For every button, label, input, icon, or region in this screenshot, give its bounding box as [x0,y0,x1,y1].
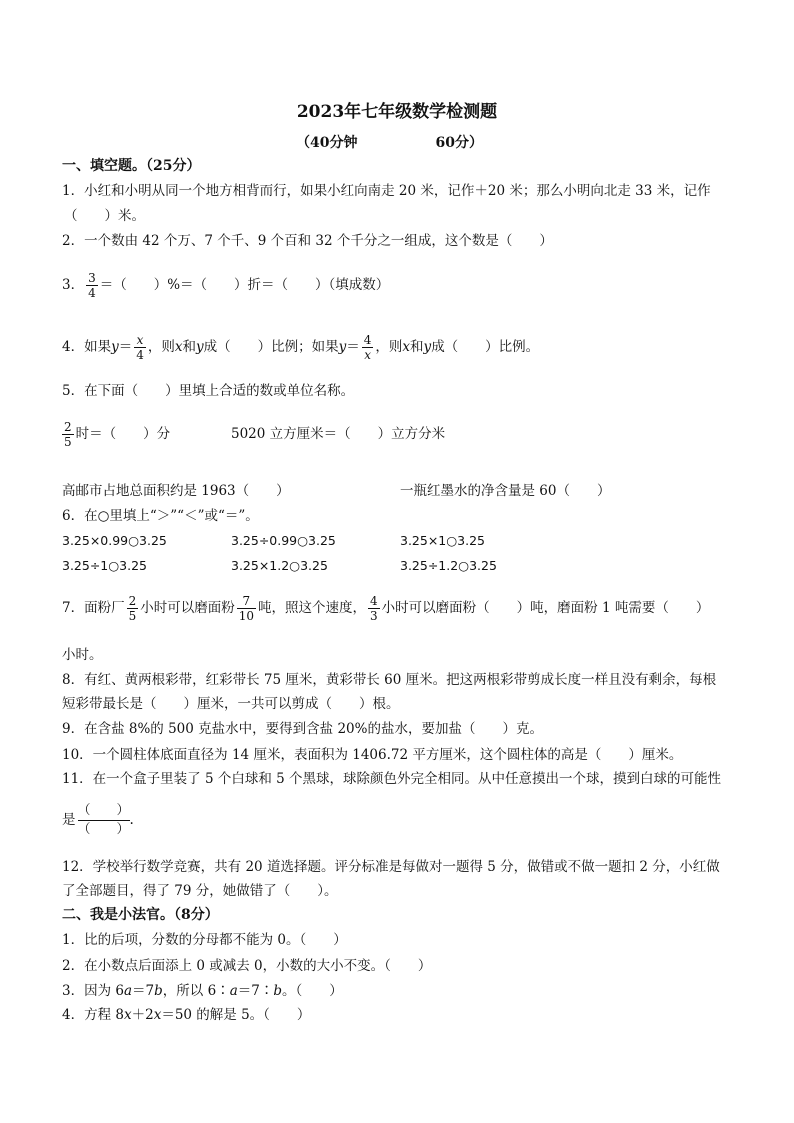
question-5: 5．在下面（ ）里填上合适的数或单位名称。 [62,383,355,399]
fraction-denominator: 5 [128,609,137,623]
question-6-item-4: 3.25÷1○3.25 [62,558,147,573]
section2-heading: 二、我是小法官。（8分） [62,907,219,923]
question-6-item-1: 3.25×0.99○3.25 [62,533,167,548]
question-1-line2: （ ）米。 [64,208,145,224]
question-5-fraction [62,420,74,449]
judge-4-text-a: 4．方程 8 [62,1007,124,1023]
question-11-text: 是 [62,812,76,828]
fraction-denominator: x [364,348,371,362]
question-6-item-3: 3.25×1○3.25 [400,533,485,548]
fraction-numerator: 4 [363,333,372,347]
judge-3-text-e: 。（ ） [282,983,343,999]
judge-4-text-b: ＋2 [131,1007,154,1023]
fraction-numerator-blank: （ ） [78,802,130,821]
question-7-text-a: 7．面粉厂 [62,600,125,616]
page-title: 2023年七年级数学检测题 [296,102,498,122]
var-a: a [229,983,238,999]
question-11-fraction [78,802,130,839]
judge-3-text-b: ＝7 [132,983,155,999]
question-8-line1: 8．有红、黄两根彩带，红彩带长 75 厘米，黄彩带长 60 厘米。把这两根彩带剪成长度一样且没有剩余，每根 [62,672,717,688]
var-b: b [154,983,163,999]
judge-question-1: 1．比的后项，分数的分母都不能为 0。（ ） [62,932,347,948]
word-and: 和 [182,339,196,355]
var-a: a [123,983,133,999]
question-4-fraction-2 [362,333,374,362]
question-8-line2: 短彩带最长是（ ）厘米，一共可以剪成（ ）根。 [62,696,400,712]
judge-question-3 [62,982,343,1000]
var-x: x [402,339,411,355]
question-4 [62,329,539,365]
fraction-numerator: 2 [64,420,72,434]
judge-3-text-a: 3．因为 6 [62,983,124,999]
judge-question-2: 2．在小数点后面添上 0 或减去 0，小数的大小不变。（ ） [62,958,432,974]
fraction-numerator: 2 [128,594,137,608]
var-y: y [423,339,432,355]
question-5-item-a: 时＝（ ）分 [75,426,171,442]
question-4-text-e: 成（ ）比例。 [431,339,540,355]
question-4-text-d: ，则 [375,339,403,355]
question-12-line1: 12．学校举行数学竞赛，共有 20 道选择题。评分标准是每做对一题得 5 分，做错或不做一题扣 2 分，小红做 [62,859,720,875]
question-4-text-a: 4．如果 [62,339,112,355]
question-3 [62,267,389,303]
question-11-line1: 11．在一个盒子里装了 5 个白球和 5 个黑球，球除颜色外完全相同。从中任意摸出一个球，摸到白球的可能性 [62,771,722,787]
equals-sign: ＝ [118,339,133,355]
question-2: 2．一个数由 42 个万、7 个千、9 个百和 32 个千分之一组成，这个数是（ ） [62,233,553,249]
judge-question-4 [62,1006,310,1024]
question-5-item-c: 高邮市占地总面积约是 1963（ ） [62,483,290,499]
fraction-denominator: 3 [370,609,378,623]
question-4-fraction-1 [134,333,146,362]
question-5-row1-left [62,416,170,452]
var-y: y [196,339,204,355]
period: . [129,812,134,828]
question-3-fraction [86,271,98,300]
fraction-numerator: 3 [88,271,96,285]
question-5-item-d: 一瓶红墨水的净含量是 60（ ） [400,483,611,499]
judge-4-text-c: ＝50 的解是 5。（ ） [161,1007,311,1023]
var-y: y [338,339,347,355]
question-3-text: ＝（ ）%＝（ ）折＝（ ）（填成数） [99,277,390,293]
question-11-line2 [62,800,134,840]
var-x: x [174,339,183,355]
var-x: x [123,1007,132,1023]
question-7-text-b: 小时可以磨面粉 [140,600,235,616]
var-x: x [153,1007,162,1023]
var-y: y [111,339,119,355]
var-b: b [273,983,282,999]
question-7-text-d: 小时可以磨面粉（ ）吨，磨面粉 1 吨需要（ ） [381,600,710,616]
question-4-text-b: ，则 [147,339,175,355]
question-12-line2: 了全部题目，得了 79 分，她做错了（ ）。 [62,883,338,899]
question-10: 10．一个圆柱体底面直径为 14 厘米，表面积为 1406.72 平方厘米，这个圆柱体的高是（ ）厘米。 [62,747,683,763]
equals-sign: ＝ [346,339,360,355]
question-7-fraction-1 [127,594,139,623]
question-6: 6．在○里填上“＞”“＜”或“＝”。 [62,508,259,524]
fraction-denominator: 5 [64,435,72,449]
fraction-denominator: 4 [88,286,96,300]
fraction-denominator-blank: （ ） [77,822,130,837]
question-5-item-b: 5020 立方厘米＝（ ）立方分米 [231,426,446,442]
question-1-line1: 1．小红和小明从同一个地方相背而行，如果小红向南走 20 米，记作＋20 米；那么小明向北走 33 米，记作 [62,183,711,199]
question-6-item-6: 3.25÷1.2○3.25 [400,558,497,573]
question-6-item-2: 3.25÷0.99○3.25 [231,533,336,548]
fraction-denominator: 10 [238,609,255,623]
page-subtitle: （40分钟 60分） [296,135,483,151]
word-and: 和 [410,339,424,355]
question-7-text-c: 吨，照这个速度， [258,600,367,616]
question-9: 9．在含盐 8%的 500 克盐水中，要得到含盐 20%的盐水，要加盐（ ）克。 [62,721,543,737]
question-7-fraction-3 [368,594,380,623]
question-7 [62,590,709,626]
question-7-fraction-2 [237,594,256,623]
fraction-numerator: x [134,333,146,348]
judge-3-text-d: ＝7∶ [237,983,274,999]
question-6-item-5: 3.25×1.2○3.25 [231,558,328,573]
question-3-prefix: 3． [62,277,85,293]
section1-heading: 一、填空题。（25分） [62,158,201,174]
fraction-numerator: 7 [237,594,256,609]
judge-3-text-c: ，所以 6∶ [162,983,230,999]
fraction-denominator: 4 [136,348,144,362]
question-7-line2: 小时。 [62,647,103,663]
question-4-text-c: 成（ ）比例；如果 [203,339,339,355]
fraction-numerator: 4 [370,594,378,608]
